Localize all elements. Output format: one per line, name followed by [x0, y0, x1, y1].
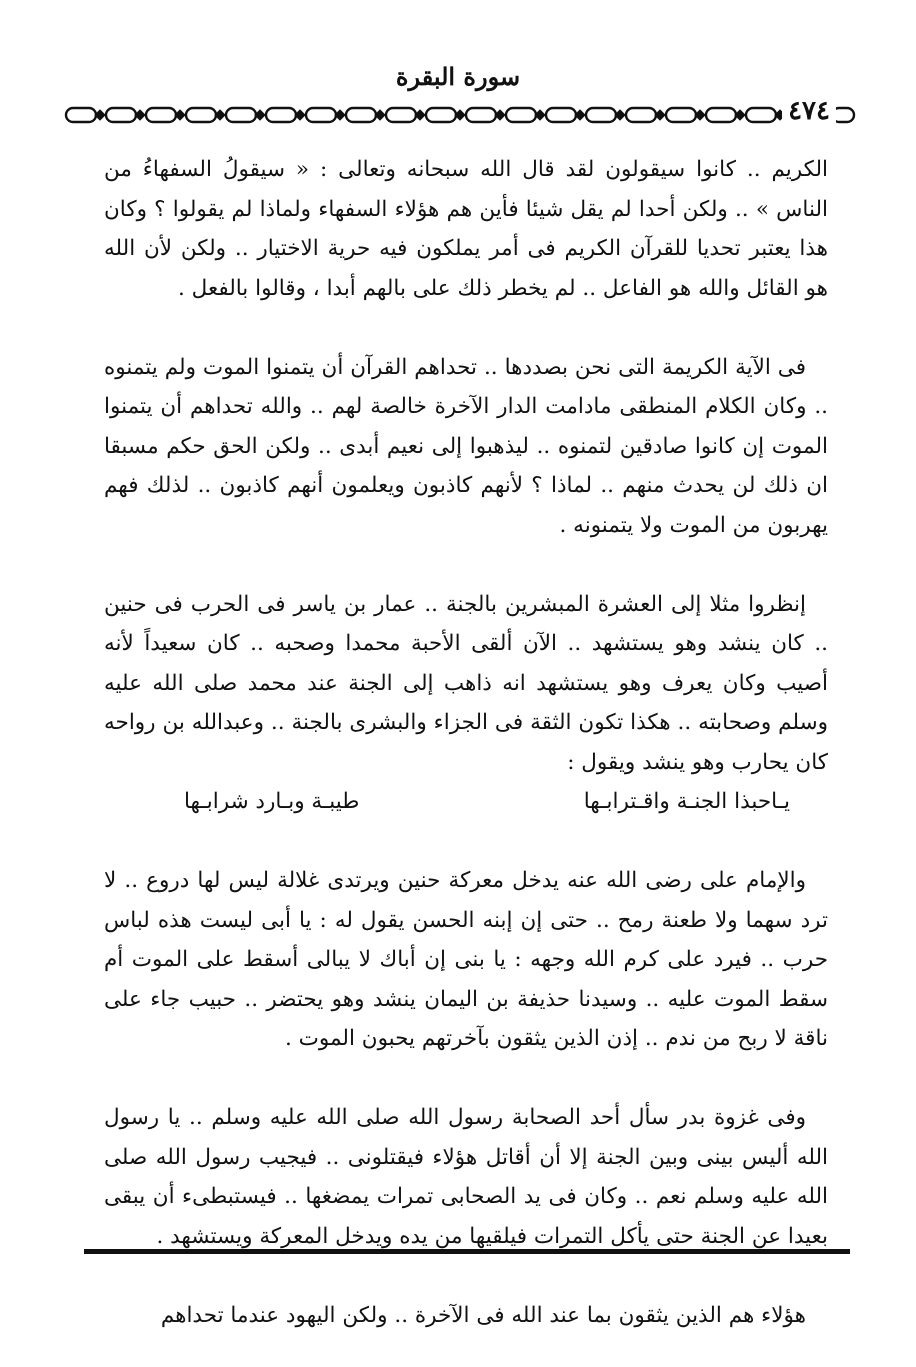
- paragraph: والإمام على رضى الله عنه يدخل معركة حنين ويرتدى غلالة ليس لها دروع .. لا ترد سهما ولا طعنة رمح .. حتى إن إبنه الحسن يقول له : يا أبى ليست هذه لباس حرب .. فيرد على كرم الله وجهه : يا بنى إن أباك لا يبالى أسقط على الموت أم سقط الموت عليه .. وسيدنا حذيفة بن اليمان ينشد وهو يحتضر .. حبيب جاء على ناقة لا ربح من ندم .. إذن الذين يثقون بآخرتهم يحبون الموت .: [104, 868, 828, 1051]
- poetry-verse: [104, 782, 828, 822]
- chain-diamond: [736, 111, 744, 119]
- chain-link: [106, 108, 136, 122]
- chain-diamond: [136, 111, 144, 119]
- chain-link: [66, 108, 96, 122]
- chain-diamond: [416, 111, 424, 119]
- chain-diamond: [336, 111, 344, 119]
- chain-link: [266, 108, 296, 122]
- page-number: ٤٧٤: [782, 96, 836, 126]
- ornamental-header-band: [60, 98, 860, 132]
- verse-second-hemistich: طيبـة وبـارد شرابـها: [184, 789, 360, 814]
- paragraph: هؤلاء هم الذين يثقون بما عند الله فى الآخرة .. ولكن اليهود عندما تحداهم: [160, 1302, 806, 1328]
- chain-diamond: [296, 111, 304, 119]
- chain-link: [306, 108, 336, 122]
- chain-link: [346, 108, 376, 122]
- chain-diamond: [256, 111, 264, 119]
- chain-diamond: [176, 111, 184, 119]
- chain-diamond: [216, 111, 224, 119]
- paragraph: فى الآية الكريمة التى نحن بصددها .. تحداهم القرآن أن يتمنوا الموت ولم يتمنوه .. وكان الكلام المنطقى مادامت الدار الآخرة خالصة لهم .. والله تحداهم أن يتمنوا الموت إن كانوا صادقين لتمنوه .. ليذهبوا إلى نعيم أبدى .. ولكن الحق حكم مسبقا ان ذلك لن يحدث منهم .. لماذا ؟ لأنهم كاذبون ويعلمون أنهم كاذبون .. لذلك فهم يهربون من الموت ولا يتمنونه .: [104, 354, 828, 538]
- body-text: [104, 150, 828, 1335]
- chain-link: [146, 108, 176, 122]
- chain-link: [506, 108, 536, 122]
- chain-link: [466, 108, 496, 122]
- chain-link: [746, 108, 776, 122]
- chain-link: [626, 108, 656, 122]
- paragraph: الكريم .. كانوا سيقولون لقد قال الله سبحانه وتعالى : « سيقولُ السفهاءُ من الناس » .. ولكن أحدا لم يقل شيئا فأين هم هؤلاء السفهاء ولماذا لم يقولوا ؟ وكان هذا يعتبر تحديا للقرآن الكريم فى أمر يملكون فيه حرية الاختيار .. ولكن لأن الله هو القائل والله هو الفاعل .. لم يخطر ذلك على بالهم أبدا ، وقالوا بالفعل .: [104, 157, 828, 301]
- chain-link: [226, 108, 256, 122]
- chain-diamond: [96, 111, 104, 119]
- paragraph: إنظروا مثلا إلى العشرة المبشرين بالجنة .. عمار بن ياسر فى الحرب فى حنين .. كان ينشد وهو يستشهد .. الآن ألقى الأحبة محمدا وصحبه .. كان سعيداً لأنه أصيب وكان يعرف وهو يستشهد انه ذاهب إلى الجنة عند محمد صلى الله عليه وسلم وصحابته .. هكذا تكون الثقة فى الجزاء والبشرى بالجنة .. وعبدالله بن رواحه كان يحارب وهو ينشد ويقول :: [104, 591, 828, 775]
- chain-diamond: [656, 111, 664, 119]
- paragraph: وفى غزوة بدر سأل أحد الصحابة رسول الله صلى الله عليه وسلم .. يا رسول الله أليس بينى وبين الجنة إلا أن أقاتل هؤلاء فيقتلونى .. فيجيب رسول الله صلى الله عليه وسلم نعم .. وكان فى يد الصحابى تمرات يمضغها .. فيستبطىء أن يبقى بعيدا عن الجنة حتى يأكل التمرات فيلقيها من يده ويدخل المعركة ويستشهد .: [104, 1105, 828, 1249]
- chain-diamond: [376, 111, 384, 119]
- chain-diamond: [496, 111, 504, 119]
- chain-link: [546, 108, 576, 122]
- chain-link: [186, 108, 216, 122]
- chain-link: [666, 108, 696, 122]
- chain-diamond: [536, 111, 544, 119]
- surah-title: سورة البقرة: [395, 62, 521, 91]
- footer-rule: [84, 1249, 850, 1254]
- chain-link: [426, 108, 456, 122]
- chain-diamond: [576, 111, 584, 119]
- chain-link: [386, 108, 416, 122]
- chain-diamond: [696, 111, 704, 119]
- chain-link: [586, 108, 616, 122]
- chain-diamond: [616, 111, 624, 119]
- chain-diamond: [456, 111, 464, 119]
- chain-link: [706, 108, 736, 122]
- verse-first-hemistich: يـاحبذا الجنـة واقـترابـها: [583, 789, 790, 814]
